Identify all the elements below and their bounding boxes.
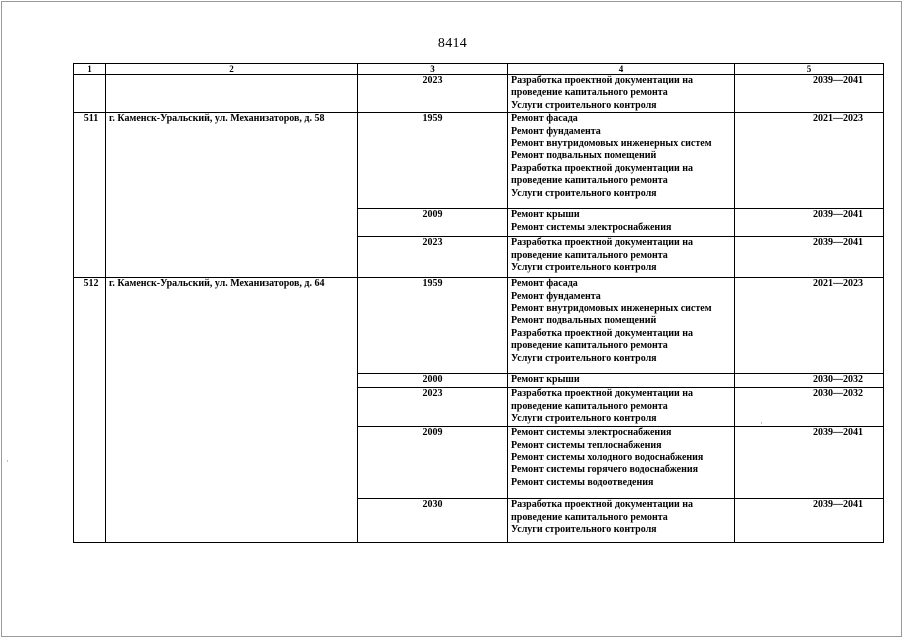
work-item: Разработка проектной документации на xyxy=(511,499,694,511)
works-cell xyxy=(508,499,735,543)
period-cell: 2021—2023 xyxy=(735,278,884,374)
work-item: Ремонт фундамента xyxy=(511,125,601,137)
works-cell xyxy=(508,388,735,427)
header-col-4: 4 xyxy=(508,64,735,75)
work-item: Услуги строительного контроля xyxy=(511,524,657,536)
year-cell: 2009 xyxy=(358,427,508,499)
work-item: Ремонт подвальных помещений xyxy=(511,315,657,327)
work-item: Ремонт системы электроснабжения xyxy=(511,221,672,233)
works-cell xyxy=(508,374,735,388)
period-cell: 2021—2023 xyxy=(735,113,884,209)
work-item: Услуги строительного контроля xyxy=(511,262,657,274)
year-cell: 2030 xyxy=(358,499,508,543)
work-item: проведение капитального ремонта xyxy=(511,400,668,412)
header-col-3: 3 xyxy=(358,64,508,75)
works-cell xyxy=(508,427,735,499)
works-cell xyxy=(508,75,735,113)
work-item: проведение капитального ремонта xyxy=(511,87,668,99)
work-item: Ремонт системы электроснабжения xyxy=(511,427,672,439)
header-col-1: 1 xyxy=(74,64,106,75)
work-item: Ремонт подвальных помещений xyxy=(511,150,657,162)
year-cell: 2023 xyxy=(358,75,508,113)
work-item: Ремонт внутридомовых инженерных систем xyxy=(511,138,712,150)
table-body xyxy=(74,75,884,543)
page-number: 8414 xyxy=(437,36,468,51)
year-cell: 1959 xyxy=(358,278,508,374)
work-item: Ремонт крыши xyxy=(511,374,580,386)
scan-mark: · xyxy=(6,456,9,466)
period-cell: 2039—2041 xyxy=(735,209,884,237)
work-item: Ремонт системы водоотведения xyxy=(511,476,654,488)
table-row xyxy=(74,75,884,113)
work-item: Услуги строительного контроля xyxy=(511,352,657,364)
work-item: Услуги строительного контроля xyxy=(511,187,657,199)
table-row xyxy=(74,278,884,374)
work-item: проведение капитального ремонта xyxy=(511,249,668,261)
work-item: Услуги строительного контроля xyxy=(511,413,657,425)
work-item: Ремонт фасада xyxy=(511,278,578,290)
work-item: Услуги строительного контроля xyxy=(511,99,657,111)
work-item: Разработка проектной документации на xyxy=(511,388,694,400)
year-cell: 2009 xyxy=(358,209,508,237)
year-cell: 2023 xyxy=(358,388,508,427)
work-item: Ремонт системы холодного водоснабжения xyxy=(511,452,704,464)
row-number-cell: 512 xyxy=(74,278,106,543)
works-cell xyxy=(508,237,735,278)
works-cell xyxy=(508,278,735,374)
work-item: Разработка проектной документации на xyxy=(511,237,694,249)
works-table xyxy=(73,63,884,543)
header-row xyxy=(74,64,884,75)
row-number-cell xyxy=(74,75,106,113)
year-cell: 2023 xyxy=(358,237,508,278)
work-item: проведение капитального ремонта xyxy=(511,175,668,187)
table-row xyxy=(74,113,884,209)
address-cell xyxy=(106,75,358,113)
work-item: Ремонт фундамента xyxy=(511,290,601,302)
work-item: Ремонт крыши xyxy=(511,209,580,221)
period-cell: 2039—2041 xyxy=(735,427,884,499)
address-cell: г. Каменск-Уральский, ул. Механизаторов, д. 64 xyxy=(106,278,358,543)
work-item: Разработка проектной документации на xyxy=(511,75,694,86)
work-item: Разработка проектной документации на xyxy=(511,327,694,339)
header-col-2: 2 xyxy=(106,64,358,75)
period-cell: 2039—2041 xyxy=(735,75,884,113)
work-item: Ремонт фасада xyxy=(511,113,578,125)
header-col-5: 5 xyxy=(735,64,884,75)
work-item: Ремонт системы теплоснабжения xyxy=(511,439,662,451)
work-item: Разработка проектной документации на xyxy=(511,162,694,174)
period-cell: 2039—2041 xyxy=(735,499,884,543)
period-cell: 2030—2032 xyxy=(735,374,884,388)
work-item: проведение капитального ремонта xyxy=(511,340,668,352)
year-cell: 1959 xyxy=(358,113,508,209)
work-item: проведение капитального ремонта xyxy=(511,511,668,523)
works-cell xyxy=(508,113,735,209)
work-item: Ремонт внутридомовых инженерных систем xyxy=(511,303,712,315)
period-cell: 2030—2032 xyxy=(735,388,884,427)
work-item: Ремонт системы горячего водоснабжения xyxy=(511,464,699,476)
scan-mark: · xyxy=(760,418,763,428)
address-cell: г. Каменск-Уральский, ул. Механизаторов, д. 58 xyxy=(106,113,358,278)
period-cell: 2039—2041 xyxy=(735,237,884,278)
row-number-cell: 511 xyxy=(74,113,106,278)
works-cell xyxy=(508,209,735,237)
year-cell: 2000 xyxy=(358,374,508,388)
